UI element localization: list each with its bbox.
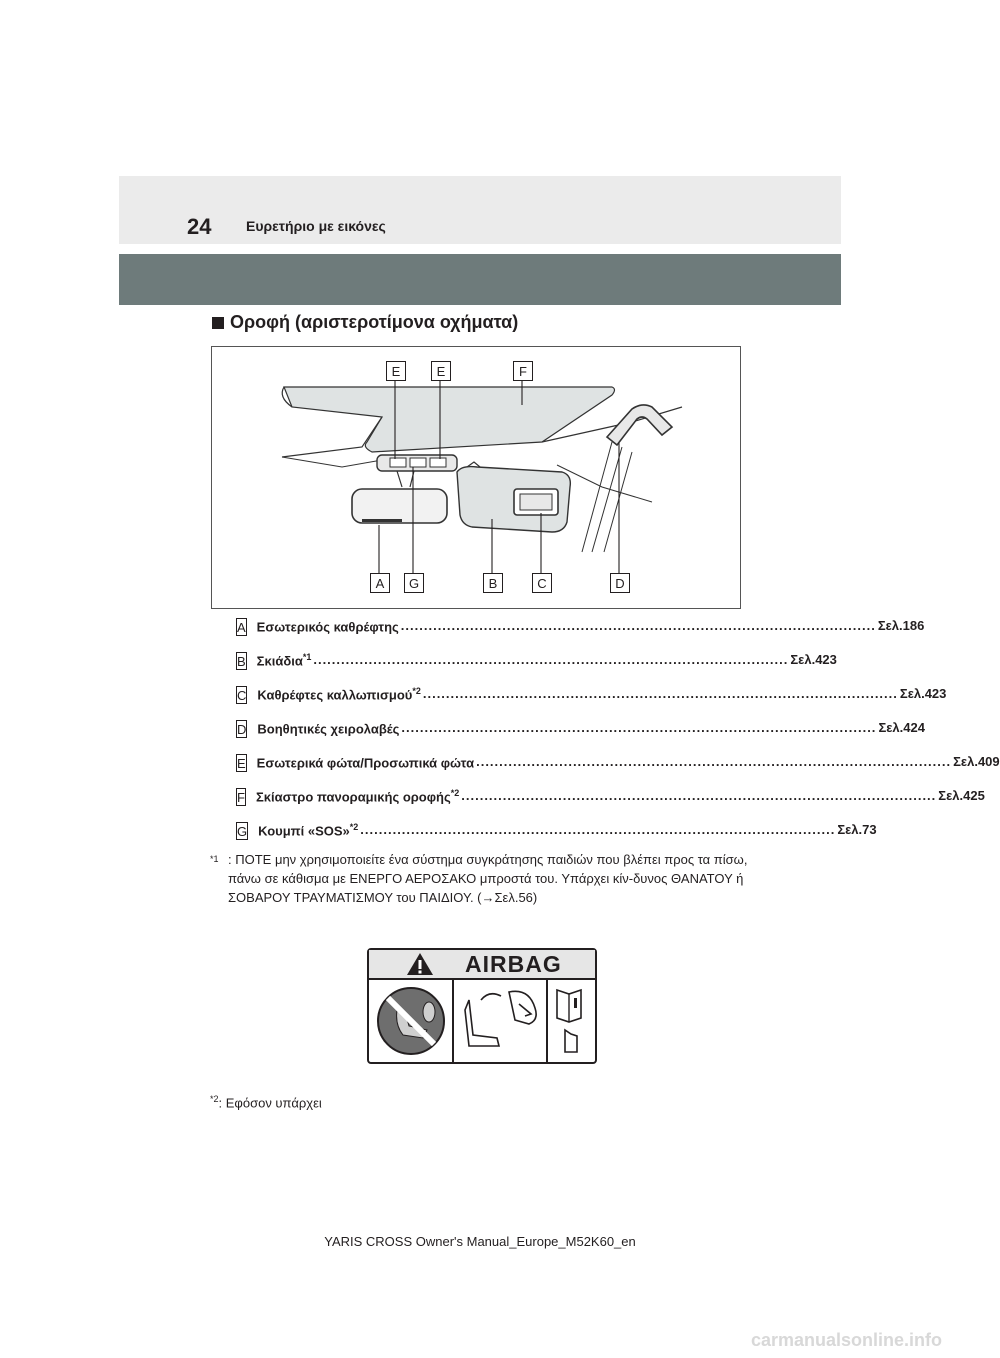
airbag-label-header: [369, 950, 595, 980]
legend-letter: B: [237, 653, 246, 669]
legend-item: [236, 652, 837, 686]
section-band: [119, 254, 841, 305]
legend-item: [236, 686, 947, 720]
legend-letter: F: [237, 789, 245, 805]
airbag-warning-label: [367, 948, 597, 1064]
leader-dots: .......................................................................................................: [476, 754, 952, 769]
legend-letter: G: [237, 823, 248, 839]
callout-e2: E: [431, 361, 451, 381]
watermark: carmanualsonline.info: [750, 1330, 942, 1350]
leader-dots: .......................................................................................................: [313, 652, 789, 667]
roof-drawing: [212, 347, 740, 608]
callout-c: C: [532, 573, 552, 593]
callout-e1: E: [386, 361, 406, 381]
leader-dots: .......................................................................................................: [422, 686, 898, 701]
legend-text: Σκίαστρο πανοραμικής οροφής$^{*2}$: [255, 788, 460, 805]
footnote-1-text: : ΠΟΤΕ μην χρησιμοποιείτε ένα σύστημα συγκράτησης παιδιών που βλέπει προς τα πίσω, πάνω σε κάθισμα με ΕΝΕΡΓΟ ΑΕΡΟΣΑΚΟ μπροστά του. Υπάρχει κίν-δυνος ΘΑΝΑΤΟΥ ή ΣΟΒΑΡΟΥ ΤΡΑΥΜΑΤΙΣΜΟΥ του ΠΑΙΔΙΟΥ. (→Σελ.56): [228, 852, 748, 905]
page-link[interactable]: Σελ.73: [837, 822, 877, 837]
footnote-2-text: : Εφόσον υπάρχει: [218, 1095, 322, 1111]
leader-dots: .......................................................................................................: [360, 822, 836, 837]
legend-list: [236, 618, 1000, 856]
header-band: [119, 176, 841, 244]
leader-dots: .......................................................................................................: [400, 618, 876, 633]
legend-item: [236, 618, 925, 652]
airbag-pictograms: [369, 980, 595, 1062]
square-bullet-icon: [212, 317, 224, 329]
subsection-heading: [212, 312, 518, 333]
callout-g: G: [404, 573, 424, 593]
callout-a: A: [370, 573, 390, 593]
legend-item: [236, 720, 925, 754]
legend-text: Σκιάδια$^{*1}$: [256, 652, 312, 669]
subsection-title: Οροφή (αριστεροτίμονα οχήματα): [230, 312, 519, 332]
airbag-label-text: AIRBAG: [465, 951, 562, 977]
legend-letter: A: [237, 619, 246, 635]
legend-item: [236, 754, 1000, 788]
callout-b: B: [483, 573, 503, 593]
page-link[interactable]: Σελ.423: [790, 652, 837, 667]
legend-item: [236, 788, 985, 822]
footnote-1-mark: *1: [210, 854, 219, 864]
callout-d: D: [610, 573, 630, 593]
callout-f: F: [513, 361, 533, 381]
legend-text: Καθρέφτες καλλωπισμού$^{*2}$: [257, 686, 421, 703]
section-title: Ευρετήριο με εικόνες: [246, 218, 386, 234]
legend-text: Βοηθητικές χειρολαβές: [257, 721, 400, 737]
leader-dots: .......................................................................................................: [461, 788, 937, 803]
page-number: 24: [187, 214, 212, 239]
leader-dots: .......................................................................................................: [401, 720, 877, 735]
page-link[interactable]: Σελ.423: [899, 686, 947, 701]
footnote-1: [210, 850, 750, 907]
roof-illustration: [211, 346, 741, 609]
warning-triangle-icon: [405, 951, 435, 977]
legend-letter: D: [237, 721, 247, 737]
page-link[interactable]: Σελ.425: [938, 788, 985, 803]
footnote-2: [210, 1094, 322, 1110]
footnote-2-mark: *2: [210, 1094, 219, 1104]
page-link[interactable]: Σελ.424: [878, 720, 925, 735]
legend-text: Εσωτερικά φώτα/Προσωπικά φώτα: [256, 755, 475, 771]
legend-text: Εσωτερικός καθρέφτης: [256, 619, 399, 635]
legend-letter: C: [237, 687, 247, 703]
page-link[interactable]: Σελ.409: [953, 754, 1000, 769]
legend-text: Κουμπί «SOS»$^{*2}$: [258, 822, 359, 839]
legend-letter: E: [237, 755, 246, 771]
page-footer: YARIS CROSS Owner's Manual_Europe_M52K60_en: [324, 1234, 636, 1249]
page-link[interactable]: Σελ.186: [877, 618, 925, 633]
